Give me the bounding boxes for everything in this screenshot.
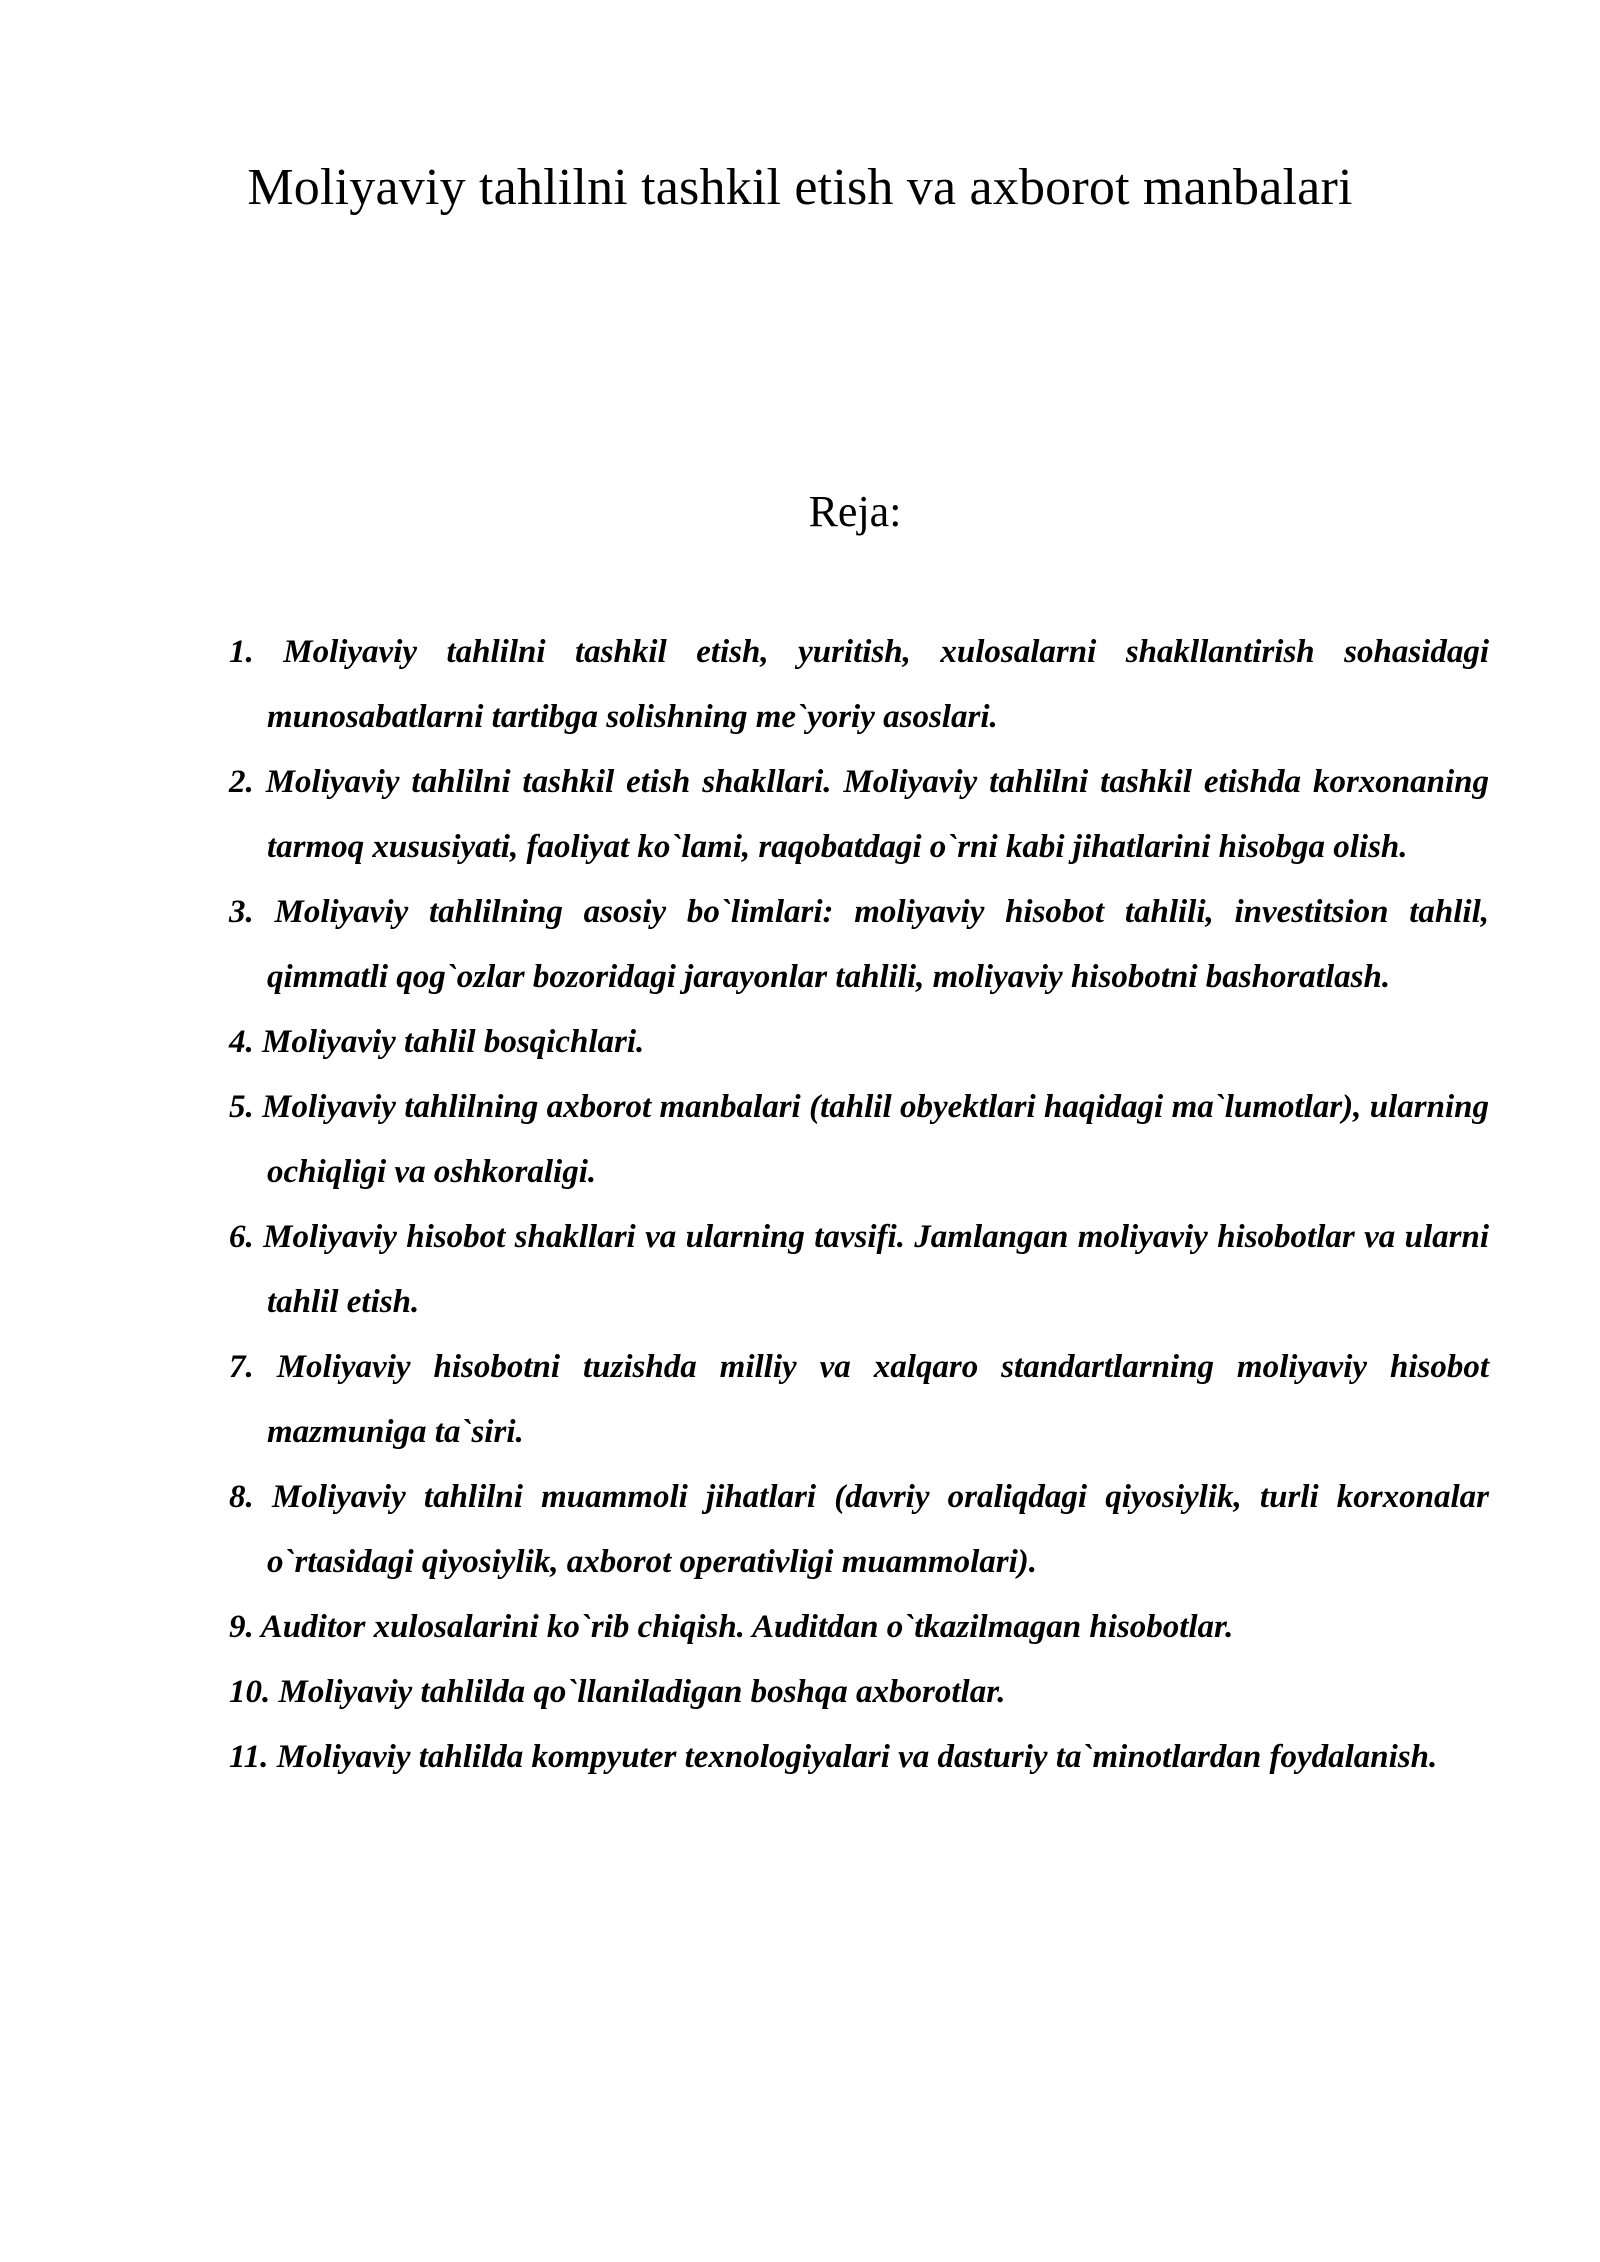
plan-item-text: Auditor xulosalarini ko`rib chiqish. Auditdan o`tkazilmagan hisobotlar.	[260, 1609, 1234, 1645]
plan-item-9	[229, 1595, 1489, 1660]
plan-item-text: Moliyaviy tahlilni tashkil etish shakllari. Moliyaviy tahlilni tashkil etishda korxonaning tarmoq xususiyati, faoliyat ko`lami, raqobatdagi o`rni kabi jihatlarini hisobga olish.	[265, 764, 1490, 865]
plan-item-number: 8.	[229, 1479, 254, 1515]
plan-item-text: Moliyaviy tahlilning asosiy bo`limlari: moliyaviy hisobot tahlili, investitsion tahlil, qimmatli qog`ozlar bozoridagi jarayonlar tahlili, moliyaviy hisobotni bashoratlash.	[267, 894, 1490, 995]
plan-item-number: 7.	[229, 1349, 254, 1385]
plan-item-number: 5.	[229, 1089, 254, 1125]
plan-item-4	[229, 1010, 1489, 1075]
plan-item-1	[229, 620, 1489, 750]
plan-item-number: 11.	[229, 1739, 269, 1775]
plan-list	[229, 620, 1489, 1790]
plan-item-5	[229, 1075, 1489, 1205]
plan-item-number: 1.	[229, 634, 254, 670]
plan-item-6	[229, 1205, 1489, 1335]
plan-heading: Reja:	[808, 487, 902, 536]
plan-item-text: Moliyaviy tahlilda qo`llaniladigan boshqa axborotlar.	[278, 1674, 1006, 1710]
plan-item-7	[229, 1335, 1489, 1465]
plan-item-number: 3.	[229, 894, 254, 930]
plan-item-text: Moliyaviy tahlilda kompyuter texnologiyalari va dasturiy ta`minotlardan foydalanish.	[276, 1739, 1438, 1775]
plan-item-text: Moliyaviy tahlilning axborot manbalari (tahlil obyektlari haqidagi ma`lumotlar), ularning ochiqligi va oshkoraligi.	[262, 1089, 1489, 1190]
plan-item-text: Moliyaviy tahlil bosqichlari.	[262, 1024, 645, 1060]
document-title: Moliyaviy tahlilni tashkil etish va axborot manbalari	[247, 159, 1353, 216]
plan-item-10	[229, 1660, 1489, 1725]
plan-item-8	[229, 1465, 1489, 1595]
plan-item-number: 2.	[229, 764, 254, 800]
plan-item-3	[229, 880, 1489, 1010]
plan-item-2	[229, 750, 1489, 880]
plan-item-11	[229, 1725, 1489, 1790]
plan-item-text: Moliyaviy hisobotni tuzishda milliy va xalqaro standartlarning moliyaviy hisobot mazmuniga ta`siri.	[267, 1349, 1490, 1450]
plan-item-number: 4.	[229, 1024, 254, 1060]
plan-item-number: 9.	[229, 1609, 254, 1645]
plan-item-text: Moliyaviy tahlilni muammoli jihatlari (davriy oraliqdagi qiyosiylik, turli korxonalar o`rtasidagi qiyosiylik, axborot operativligi muammolari).	[267, 1479, 1490, 1580]
plan-item-text: Moliyaviy hisobot shakllari va ularning tavsifi. Jamlangan moliyaviy hisobotlar va ularni tahlil etish.	[263, 1219, 1490, 1320]
plan-item-number: 10.	[229, 1674, 271, 1710]
plan-item-text: Moliyaviy tahlilni tashkil etish, yuritish, xulosalarni shakllantirish sohasidagi munosabatlarni tartibga solishning me`yoriy asoslari.	[267, 634, 1490, 735]
plan-item-number: 6.	[229, 1219, 254, 1255]
